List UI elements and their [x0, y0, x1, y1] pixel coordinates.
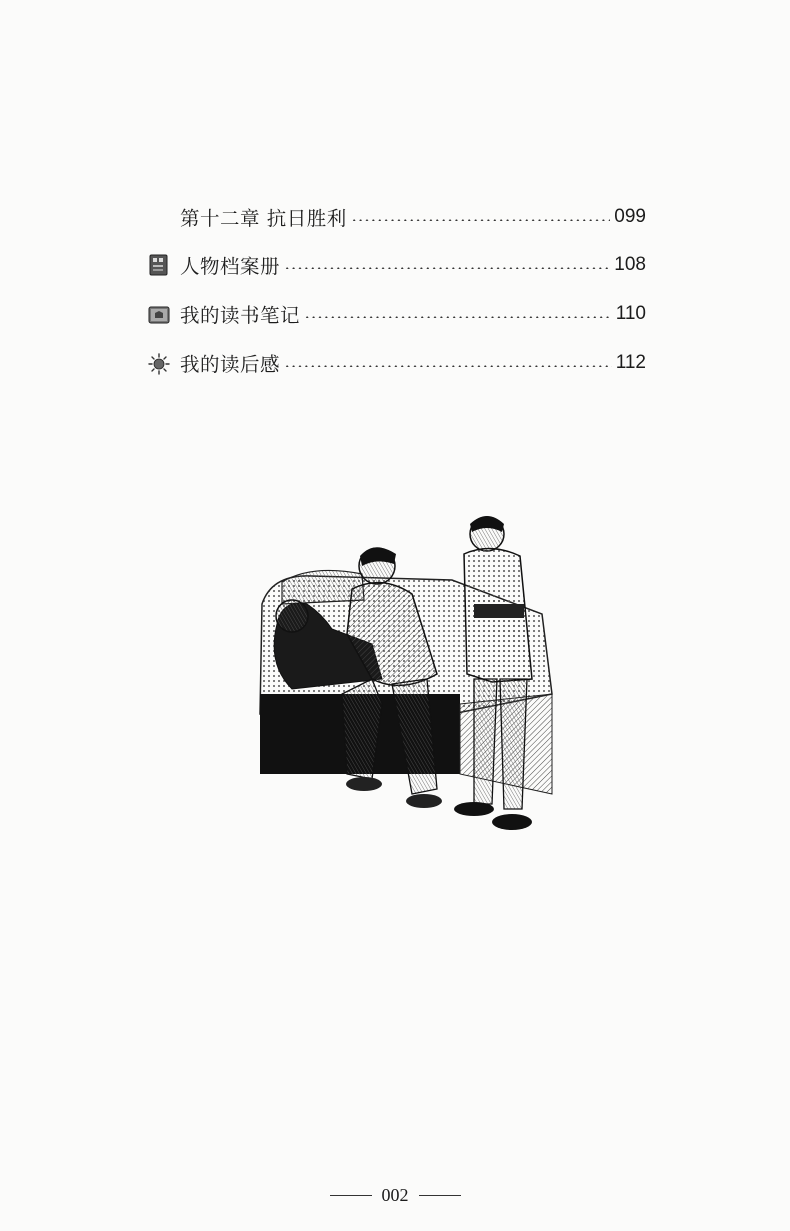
- toc-entry-reflection[interactable]: [180, 348, 646, 378]
- toc-entry-title: 第十二章 抗日胜利: [180, 207, 347, 230]
- toc-entry-chapter-12[interactable]: [180, 202, 646, 232]
- dot-leader: [284, 267, 610, 269]
- dot-leader: [304, 316, 612, 318]
- toc-entry-title: 我的读书笔记: [180, 304, 301, 327]
- dossier-book-icon: [148, 254, 170, 276]
- toc-entry-title: 我的读后感: [180, 353, 281, 376]
- toc-entry-page: 099: [614, 206, 646, 227]
- toc-entry-page: 108: [614, 254, 646, 275]
- page-number: 002: [381, 1184, 409, 1205]
- table-of-contents: [0, 0, 790, 400]
- toc-entry-page: 110: [615, 303, 646, 324]
- toc-entry-page: 112: [615, 352, 646, 373]
- starburst-icon: [148, 353, 170, 375]
- dot-leader: [351, 219, 611, 221]
- toc-entry-dossier[interactable]: [180, 250, 646, 280]
- dot-leader: [284, 365, 612, 367]
- footer-rule-left: [330, 1195, 372, 1196]
- footer-rule-right: [419, 1195, 461, 1196]
- toc-entry-title: 人物档案册: [180, 255, 281, 278]
- toc-entry-reading-notes[interactable]: [180, 299, 646, 329]
- page-footer: [0, 1180, 790, 1210]
- notebook-icon: [148, 304, 170, 326]
- illustration-sketch: [252, 504, 560, 834]
